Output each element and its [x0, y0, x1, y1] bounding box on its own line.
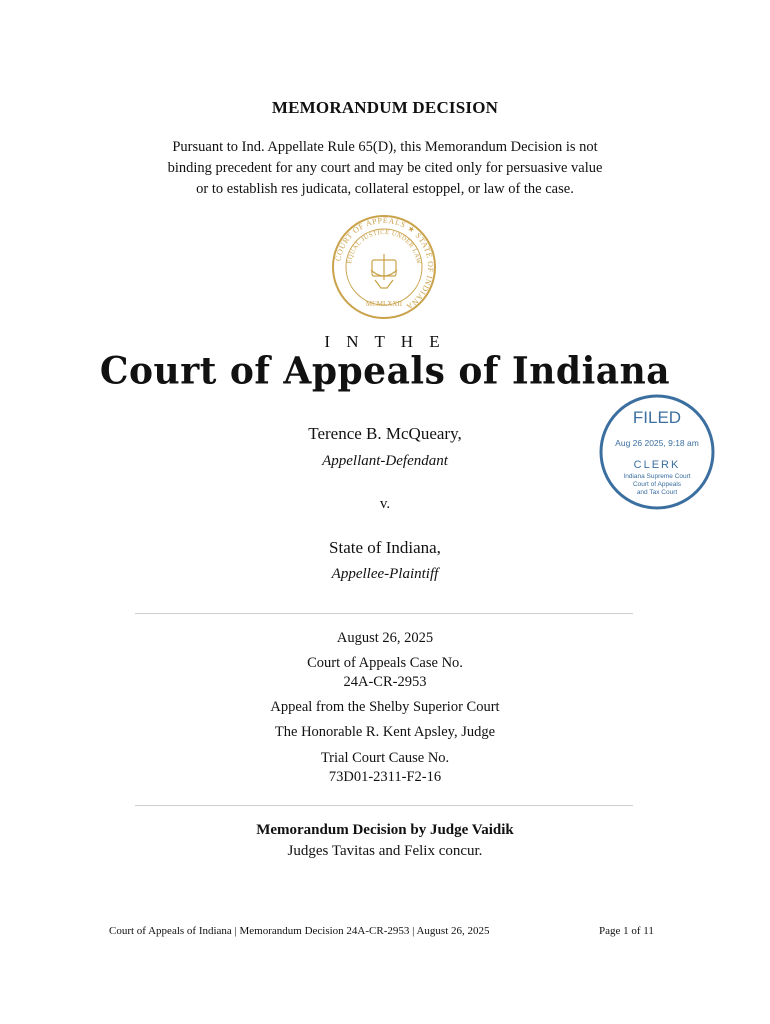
stamp-datetime: Aug 26 2025, 9:18 am — [615, 438, 699, 448]
appellant-role: Appellant-Defendant — [322, 453, 448, 469]
stamp-line3: and Tax Court — [636, 489, 678, 496]
disclaimer — [0, 137, 770, 200]
disclaimer-line: Pursuant to Ind. Appellate Rule 65(D), this Memorandum Decision is not — [172, 139, 598, 155]
stamp-line1: Indiana Supreme Court — [623, 473, 691, 480]
footer-citation: Court of Appeals of Indiana | Memorandum Decision 24A-CR-2953 | August 26, 2025 — [109, 925, 490, 937]
case-number — [0, 654, 770, 692]
stamp-clerk: CLERK — [633, 459, 681, 471]
court-name: Court of Appeals of Indiana — [99, 348, 671, 394]
trial-cause-value: 73D01-2311-F2-16 — [328, 769, 442, 785]
concurrence: Judges Tavitas and Felix concur. — [287, 843, 483, 859]
trial-cause — [0, 749, 770, 787]
appellee-role: Appellee-Plaintiff — [331, 566, 439, 582]
stamp-line2: Court of Appeals — [632, 481, 682, 488]
divider — [135, 805, 633, 806]
page-number: Page 1 of 11 — [599, 925, 654, 937]
appeal-from: Appeal from the Shelby Superior Court — [270, 699, 500, 715]
court-prefix: I N T H E — [324, 332, 446, 351]
versus: v. — [379, 496, 391, 512]
appellee-name: State of Indiana, — [329, 538, 441, 557]
case-number-label: Court of Appeals Case No. — [307, 655, 463, 671]
trial-cause-label: Trial Court Cause No. — [320, 750, 450, 766]
decision-date: August 26, 2025 — [336, 630, 434, 646]
court-seal — [331, 214, 437, 320]
scales-of-justice-icon — [371, 254, 397, 288]
seal-inner-text: EQUAL JUSTICE UNDER LAW — [346, 228, 423, 265]
divider — [135, 613, 633, 614]
stamp-title: FILED — [632, 408, 682, 427]
authored-by: Memorandum Decision by Judge Vaidik — [256, 822, 514, 838]
case-number-value: 24A-CR-2953 — [343, 674, 427, 690]
trial-judge: The Honorable R. Kent Apsley, Judge — [274, 724, 496, 740]
disclaimer-line: or to establish res judicata, collateral estoppel, or law of the case. — [196, 181, 574, 197]
document-title: MEMORANDUM DECISION — [271, 98, 499, 117]
filed-stamp — [598, 393, 716, 511]
seal-year: MCMLXXII — [365, 300, 403, 308]
appellant-name: Terence B. McQueary, — [308, 424, 462, 443]
disclaimer-line: binding precedent for any court and may be cited only for persuasive value — [167, 160, 603, 176]
seal-outer-text: COURT OF APPEALS ★ STATE OF INDIANA — [333, 215, 436, 312]
